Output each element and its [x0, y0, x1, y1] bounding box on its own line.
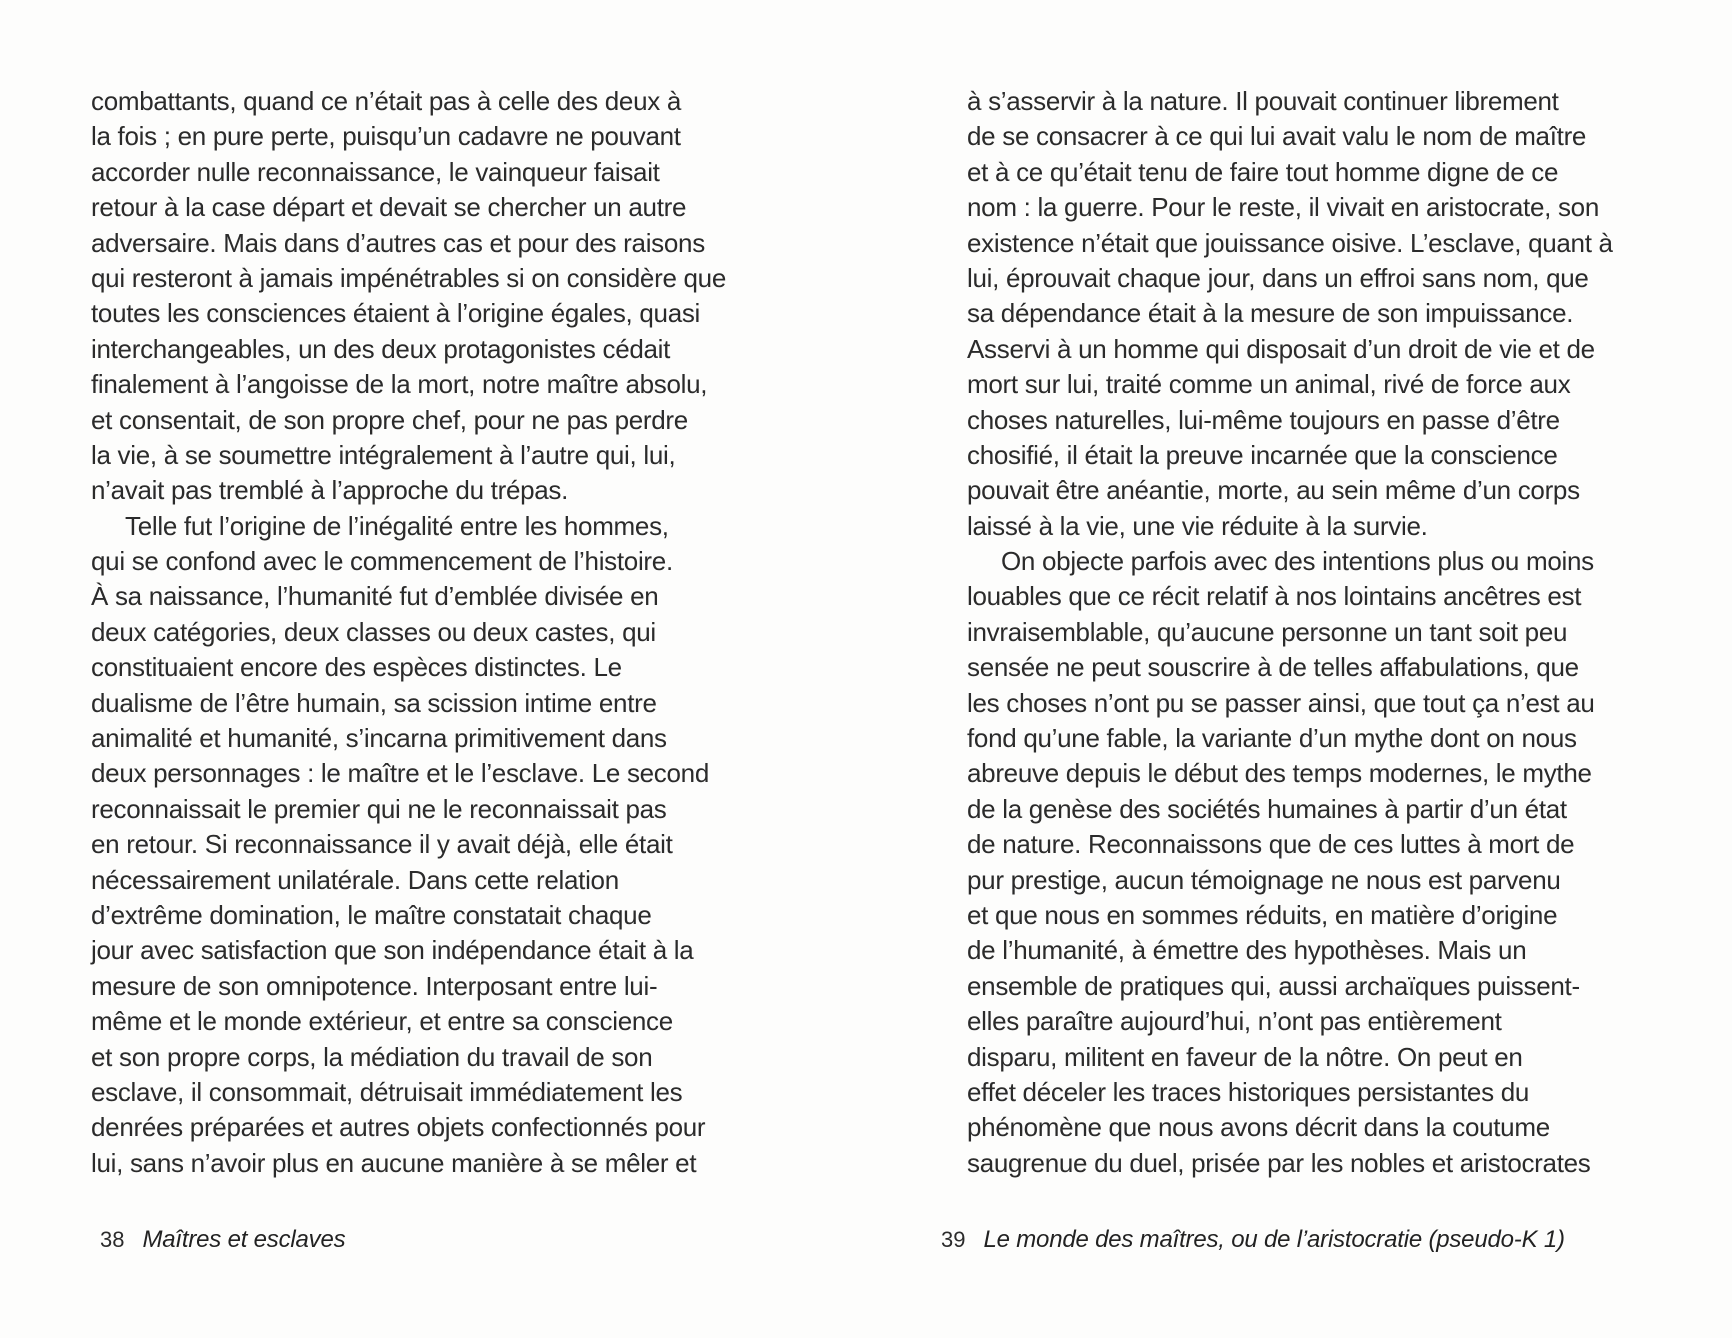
text-line: les choses n’ont pu se passer ainsi, que tout ça n’est au — [967, 687, 1595, 718]
text-line: sa dépendance était à la mesure de son impuissance. — [967, 298, 1574, 329]
text-line: n’avait pas tremblé à l’approche du trépas. — [91, 475, 569, 506]
text-line: retour à la case départ et devait se chercher un autre — [91, 192, 687, 223]
text-line: chosifié, il était la preuve incarnée que la conscience — [967, 439, 1558, 470]
text-line: mort sur lui, traité comme un animal, rivé de force aux — [967, 369, 1571, 400]
text-line: accorder nulle reconnaissance, le vainqueur faisait — [91, 156, 660, 187]
text-line: À sa naissance, l’humanité fut d’emblée divisée en — [91, 581, 659, 612]
text-line: finalement à l’angoisse de la mort, notre maître absolu, — [91, 369, 708, 400]
text-line: qui resteront à jamais impénétrables si on considère que — [91, 262, 727, 293]
left-page-footer — [100, 1226, 345, 1254]
right-running-title: Le monde des maîtres, ou de l’aristocratie (pseudo-K 1) — [983, 1226, 1565, 1253]
text-line: reconnaissait le premier qui ne le reconnaissait pas — [91, 793, 667, 824]
text-line: la vie, à se soumettre intégralement à l’autre qui, lui, — [91, 439, 676, 470]
text-line: et à ce qu’était tenu de faire tout homme digne de ce — [967, 156, 1559, 187]
text-line: deux catégories, deux classes ou deux castes, qui — [91, 616, 656, 647]
right-page-footer — [941, 1226, 1565, 1254]
text-line: constituaient encore des espèces distinctes. Le — [91, 652, 622, 683]
text-line: Telle fut l’origine de l’inégalité entre les hommes, — [125, 510, 669, 541]
text-line: ensemble de pratiques qui, aussi archaïques puissent- — [967, 970, 1580, 1001]
text-line: et que nous en sommes réduits, en matière d’origine — [967, 899, 1558, 930]
text-line: denrées préparées et autres objets confectionnés pour — [91, 1112, 706, 1143]
text-line: esclave, il consommait, détruisait immédiatement les — [91, 1076, 683, 1107]
right-page-text-column — [967, 84, 1613, 1181]
text-line: de la genèse des sociétés humaines à partir d’un état — [967, 793, 1567, 824]
text-line: laissé à la vie, une vie réduite à la survie. — [967, 510, 1428, 541]
text-line: même et le monde extérieur, et entre sa conscience — [91, 1006, 673, 1037]
text-line: animalité et humanité, s’incarna primitivement dans — [91, 723, 667, 754]
text-line: sensée ne peut souscrire à de telles affabulations, que — [967, 652, 1579, 683]
text-line: pouvait être anéantie, morte, au sein même d’un corps — [967, 475, 1580, 506]
text-line: à s’asservir à la nature. Il pouvait continuer librement — [967, 86, 1559, 116]
text-line: nécessairement unilatérale. Dans cette relation — [91, 864, 619, 895]
text-line: disparu, militent en faveur de la nôtre. On peut en — [967, 1041, 1523, 1072]
text-line: dualisme de l’être humain, sa scission intime entre — [91, 687, 657, 718]
text-line: abreuve depuis le début des temps modernes, le mythe — [967, 758, 1592, 789]
left-page-number: 38 — [100, 1227, 125, 1252]
text-line: interchangeables, un des deux protagonistes cédait — [91, 333, 671, 364]
text-line: mesure de son omnipotence. Interposant entre lui- — [91, 970, 658, 1001]
text-line: Asservi à un homme qui disposait d’un droit de vie et de — [967, 333, 1595, 364]
text-line: lui, éprouvait chaque jour, dans un effroi sans nom, que — [967, 262, 1589, 293]
text-line: phénomène que nous avons décrit dans la coutume — [967, 1112, 1550, 1143]
text-line: choses naturelles, lui-même toujours en passe d’être — [967, 404, 1560, 435]
text-line: de se consacrer à ce qui lui avait valu le nom de maître — [967, 121, 1587, 152]
text-line: louables que ce récit relatif à nos lointains ancêtres est — [967, 581, 1582, 612]
text-line: elles paraître aujourd’hui, n’ont pas entièrement — [967, 1006, 1502, 1037]
text-line: de nature. Reconnaissons que de ces luttes à mort de — [967, 829, 1575, 860]
text-line: invraisemblable, qu’aucune personne un tant soit peu — [967, 616, 1568, 647]
text-line: qui se confond avec le commencement de l’histoire. — [91, 546, 673, 577]
text-line: d’extrême domination, le maître constatait chaque — [91, 899, 652, 930]
left-running-title: Maîtres et esclaves — [142, 1226, 346, 1253]
text-line: fond qu’une fable, la variante d’un mythe dont on nous — [967, 723, 1577, 754]
text-line: et consentait, de son propre chef, pour ne pas perdre — [91, 404, 688, 435]
text-line: deux personnages : le maître et le l’esclave. Le second — [91, 758, 709, 789]
text-line: combattants, quand ce n’était pas à celle des deux à — [91, 86, 682, 116]
text-line: nom : la guerre. Pour le reste, il vivait en aristocrate, son — [967, 192, 1599, 223]
text-line: et son propre corps, la médiation du travail de son — [91, 1041, 653, 1072]
text-line: existence n’était que jouissance oisive. L’esclave, quant à — [967, 227, 1613, 258]
left-page-text-column — [91, 84, 726, 1181]
text-line: saugrenue du duel, prisée par les nobles et aristocrates — [967, 1147, 1591, 1178]
right-page-number: 39 — [941, 1227, 966, 1252]
text-line: toutes les consciences étaient à l’origine égales, quasi — [91, 298, 701, 329]
text-line: On objecte parfois avec des intentions plus ou moins — [1001, 546, 1594, 577]
text-line: en retour. Si reconnaissance il y avait déjà, elle était — [91, 829, 673, 860]
text-line: pur prestige, aucun témoignage ne nous est parvenu — [967, 864, 1561, 895]
text-line: lui, sans n’avoir plus en aucune manière à se mêler et — [91, 1147, 697, 1178]
text-line: la fois ; en pure perte, puisqu’un cadavre ne pouvant — [91, 121, 681, 152]
text-line: adversaire. Mais dans d’autres cas et pour des raisons — [91, 227, 705, 258]
text-line: jour avec satisfaction que son indépendance était à la — [91, 935, 694, 966]
text-line: de l’humanité, à émettre des hypothèses. Mais un — [967, 935, 1527, 966]
text-line: effet déceler les traces historiques persistantes du — [967, 1076, 1530, 1107]
